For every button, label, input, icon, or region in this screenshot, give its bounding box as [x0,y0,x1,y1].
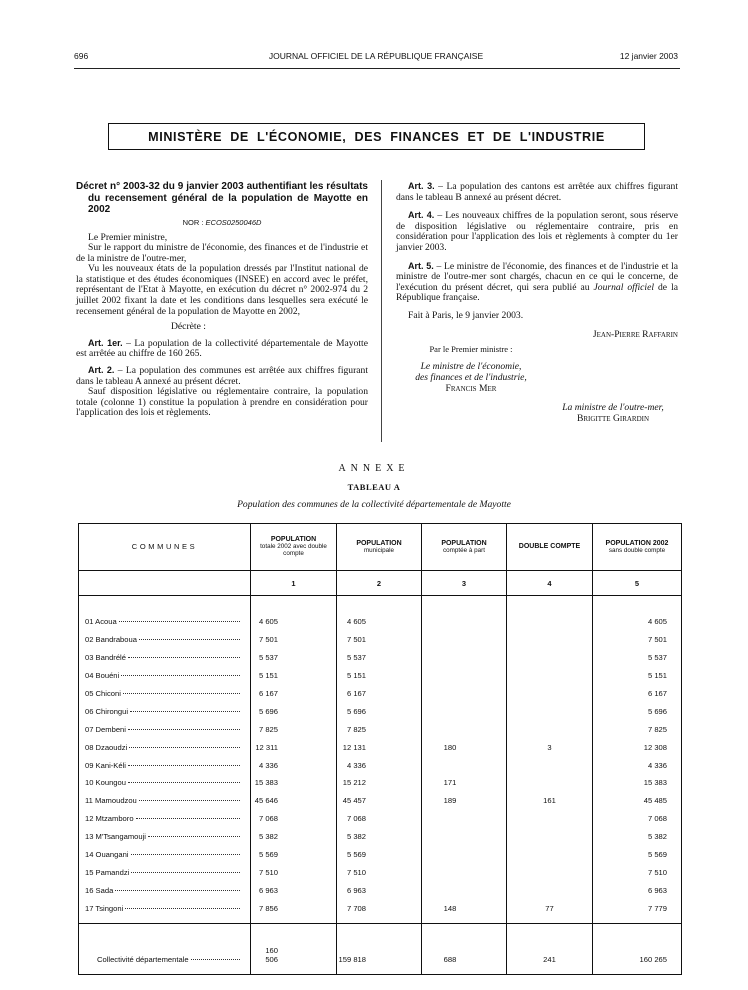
dot-leader [128,729,240,730]
table-row [79,828,682,846]
header-sub: municipale [363,546,395,554]
minister-title-line: des finances et de l'industrie, [415,371,527,383]
dot-leader [128,657,240,658]
article-label: Art. 2. [88,365,115,376]
total-population-municipale: 159 818 [337,924,422,975]
commune-name: 09 Kani-Kéli [85,760,126,770]
dot-leader [139,800,240,801]
total-label: Collectivité départementale [97,955,189,965]
commune-name: 03 Bandrélé [85,653,126,663]
double-compte-cell: 3 [507,738,593,756]
population-municipale-cell: 4 336 [337,756,422,774]
population-totale-cell: 45 646 [251,792,337,810]
population-municipale-cell: 5 537 [337,649,422,667]
par-premier-ministre: Par le Premier ministre : [429,343,513,354]
table-row [79,792,682,810]
header-population-sans-double-compte [593,524,682,571]
dot-leader [131,854,241,855]
population-totale-cell: 12 311 [251,738,337,756]
population-totale-cell: 6 167 [251,685,337,703]
table-header-row [79,524,682,571]
dot-leader [128,765,240,766]
population-municipale-cell: 5 569 [337,846,422,864]
population-totale-cell: 7 068 [251,810,337,828]
header-rule [74,68,680,69]
column-number: 1 [251,571,337,596]
comptee-a-part-cell [422,613,507,631]
ministry-banner [108,123,645,150]
preamble-paragraph: Vu les nouveaux états de la population dressés par l'Institut national de la statistique et des études économiques (INSEE) en accord avec le préfet, représentant de l'Etat à Mayotte, en exécution du décret n° 2002-974 du 2 juillet 2002 fixant la date et les conditions dans lesquelles sera exécuté le recensement général de la population de Mayotte en 2002, [76,263,368,317]
nor-reference [76,218,368,227]
article-2-continued: Sauf disposition législative ou réglementaire contraire, la population totale (colonne 1) constitue la population à prendre en considération pour l'application des lois et règlements. [76,386,368,419]
issue-date: 12 janvier 2003 [619,51,678,61]
commune-name: 07 Dembeni [85,724,126,734]
total-sans-double-compte: 160 265 [593,924,682,975]
population-municipale-cell: 15 212 [337,774,422,792]
dot-leader [121,675,240,676]
dot-leader [139,639,240,640]
population-municipale-cell: 7 068 [337,810,422,828]
article-text: – Le ministre de l'économie, des finances et de l'industrie et la ministre de l'outre-mer sont chargés, chacun en ce qui le concerne, de l'exécution du présent décret, qui sera publié au [396,260,678,293]
commune-name: 16 Sada [85,885,114,895]
column-number [79,571,251,596]
population-municipale-cell: 5 151 [337,667,422,685]
commune-name: 11 Mamoudzou [85,796,137,806]
minister-title-line: La ministre de l'outre-mer, [562,401,664,413]
comptee-a-part-cell [422,828,507,846]
population-totale-cell: 7 501 [251,631,337,649]
column-number: 3 [422,571,507,596]
table-row [79,613,682,631]
article-1 [76,338,368,360]
population-totale-cell: 7 825 [251,720,337,738]
article-4 [396,210,678,253]
double-compte-cell [507,649,593,667]
sans-double-compte-cell: 5 151 [593,667,682,685]
commune-cell [79,899,251,923]
population-totale-cell: 5 569 [251,846,337,864]
population-municipale-cell: 5 696 [337,702,422,720]
commune-cell [79,720,251,738]
dot-leader [125,908,240,909]
double-compte-cell [507,846,593,864]
population-municipale-cell: 7 510 [337,863,422,881]
commune-cell [79,738,251,756]
double-compte-cell [507,702,593,720]
sans-double-compte-cell: 7 510 [593,863,682,881]
double-compte-cell [507,613,593,631]
table-row [79,685,682,703]
commune-cell [79,613,251,631]
commune-name: 13 M'Tsangamouji [85,832,146,842]
article-label: Art. 4. [408,210,435,221]
population-totale-cell: 6 963 [251,881,337,899]
sans-double-compte-cell: 15 383 [593,774,682,792]
double-compte-cell [507,863,593,881]
article-text: – La population des communes est arrêtée aux chiffres figurant dans le tableau A annexé au présent décret. [76,365,369,387]
population-municipale-cell: 4 605 [337,613,422,631]
table-label: TABLEAU A [347,482,401,492]
table-row [79,846,682,864]
column-number: 5 [593,571,682,596]
header-sub: totale 2002 avec double compte [260,543,327,557]
population-municipale-cell: 12 131 [337,738,422,756]
commune-cell [79,756,251,774]
sans-double-compte-cell: 7 501 [593,631,682,649]
article-2 [76,365,368,387]
comptee-a-part-cell [422,667,507,685]
commune-name: 02 Bandraboua [85,635,137,645]
decree-left-column [76,181,368,419]
table-row [79,649,682,667]
population-municipale-cell: 45 457 [337,792,422,810]
table-row [79,631,682,649]
table-row [79,899,682,923]
population-municipale-cell: 7 501 [337,631,422,649]
article-text: – La population de la collectivité départementale de Mayotte est arrêtée au chiffre de 160 265. [76,337,368,360]
minister-title-line: Le ministre de l'économie, [420,360,522,372]
article-label: Art. 5. [408,260,434,271]
population-totale-cell: 7 510 [251,863,337,881]
commune-name: 06 Chirongui [85,706,129,716]
population-municipale-cell: 6 167 [337,685,422,703]
population-totale-cell: 15 383 [251,774,337,792]
table-body [79,613,682,924]
annexe-heading: ANNEXE [338,463,410,474]
table-row [79,756,682,774]
journal-officiel-ref: Journal officiel [593,281,655,293]
article-text: de la République française. [396,281,678,304]
sans-double-compte-cell: 7 779 [593,899,682,923]
comptee-a-part-cell [422,631,507,649]
header-main: POPULATION 2002 [605,539,669,547]
commune-name: 04 Bouéni [85,671,120,681]
commune-name: 05 Chiconi [85,689,121,698]
fait-a-paris: Fait à Paris, le 9 janvier 2003. [408,309,524,321]
double-compte-cell [507,720,593,738]
comptee-a-part-cell: 189 [422,792,507,810]
dot-leader [131,872,240,873]
population-table [78,523,682,975]
article-5 [396,261,678,304]
minister-economy-signature [396,361,546,394]
dot-leader [119,621,240,622]
commune-cell [79,792,251,810]
double-compte-cell [507,667,593,685]
comptee-a-part-cell [422,881,507,899]
preamble-paragraph: Le Premier ministre, [88,231,168,243]
dot-leader [129,747,240,748]
commune-cell [79,863,251,881]
commune-name: 08 Dzaoudzi [85,742,128,752]
commune-cell [79,649,251,667]
header-population-municipale [337,524,422,571]
table-row [79,667,682,685]
journal-title: JOURNAL OFFICIEL DE LA RÉPUBLIQUE FRANÇAISE [268,51,484,61]
commune-cell [79,685,251,703]
sans-double-compte-cell: 5 569 [593,846,682,864]
commune-cell [79,828,251,846]
header-main: POPULATION [270,536,317,544]
signatory-name: Jean-Pierre Raffarin [592,328,678,340]
commune-cell [79,774,251,792]
double-compte-cell [507,631,593,649]
spacer-row [79,596,682,614]
table-row [79,702,682,720]
double-compte-cell: 161 [507,792,593,810]
sans-double-compte-cell: 4 605 [593,613,682,631]
minister-outremer-signature [548,402,678,424]
page-number: 696 [74,51,89,61]
double-compte-cell [507,756,593,774]
sans-double-compte-cell: 7 825 [593,720,682,738]
dot-leader [123,693,240,694]
commune-name: 12 Mtzamboro [85,814,134,824]
article-text: – La population des cantons est arrêtée aux chiffres figurant dans le tableau B annexé au présent décret. [396,181,678,203]
population-totale-cell: 7 856 [251,899,337,923]
sans-double-compte-cell: 6 167 [593,685,682,703]
dot-leader [148,836,240,837]
table-row [79,774,682,792]
commune-name: 01 Acoua [85,617,117,627]
sans-double-compte-cell: 4 336 [593,756,682,774]
column-number: 2 [337,571,422,596]
population-municipale-cell: 7 708 [337,899,422,923]
double-compte-cell [507,810,593,828]
column-divider [381,180,382,442]
header-main: POPULATION [356,539,402,547]
sans-double-compte-cell: 45 485 [593,792,682,810]
sans-double-compte-cell: 5 537 [593,649,682,667]
running-head [74,51,678,65]
commune-cell [79,810,251,828]
decree-title: Décret n° 2003-32 du 9 janvier 2003 authentifiant les résultats du recensement général de la population de Mayotte en 2002 [76,181,368,215]
ministry-title: MINISTÈRE DE L'ÉCONOMIE, DES FINANCES ET DE L'INDUSTRIE [148,129,605,144]
population-totale-cell: 5 382 [251,828,337,846]
commune-cell [79,881,251,899]
comptee-a-part-cell: 148 [422,899,507,923]
population-municipale-cell: 7 825 [337,720,422,738]
dot-leader [130,711,240,712]
commune-name: 17 Tsingoni [85,903,124,913]
sans-double-compte-cell: 12 308 [593,738,682,756]
commune-cell [79,846,251,864]
population-totale-cell: 5 696 [251,702,337,720]
column-number: 4 [507,571,593,596]
article-text: – Les nouveaux chiffres de la population seront, sous réserve de disposition législative ou réglementaire contraire, pris en considération pour l'application des lois et règlements à compter du 1er janvier 2003. [396,210,678,253]
comptee-a-part-cell [422,702,507,720]
double-compte-cell: 77 [507,899,593,923]
header-population-comptee-a-part [422,524,507,571]
article-label: Art. 3. [408,181,435,191]
table-row [79,881,682,899]
header-communes: COMMUNES [79,524,251,571]
double-compte-cell [507,774,593,792]
comptee-a-part-cell [422,846,507,864]
table-subtitle: Population des communes de la collectivité départementale de Mayotte [237,499,511,510]
population-totale-cell: 5 151 [251,667,337,685]
commune-cell [79,667,251,685]
minister-name: Brigitte Girardin [576,412,650,424]
header-sub: sans double compte [608,546,666,554]
comptee-a-part-cell [422,685,507,703]
nor-label: NOR : [182,217,204,227]
minister-name: Francis Mer [445,382,497,394]
sans-double-compte-cell: 5 696 [593,702,682,720]
table-row [79,738,682,756]
sans-double-compte-cell: 6 963 [593,881,682,899]
double-compte-cell [507,685,593,703]
table-row [79,863,682,881]
population-totale-cell: 4 336 [251,756,337,774]
dot-leader [115,890,240,891]
article-3 [396,181,678,203]
sans-double-compte-cell: 5 382 [593,828,682,846]
article-label: Art. 1er. [88,337,123,348]
commune-name: 14 Ouangani [85,850,129,860]
comptee-a-part-cell [422,810,507,828]
comptee-a-part-cell: 180 [422,738,507,756]
preamble-paragraph: Sur le rapport du ministre de l'économie, des finances et de l'industrie et de la ministre de l'outre-mer, [76,242,368,264]
total-label-cell [79,924,251,975]
comptee-a-part-cell: 171 [422,774,507,792]
commune-cell [79,702,251,720]
header-double-compte: DOUBLE COMPTE [507,524,593,571]
decree-right-column [396,181,678,424]
double-compte-cell [507,828,593,846]
population-totale-cell: 4 605 [251,613,337,631]
commune-cell [79,631,251,649]
dot-leader [128,782,240,783]
population-municipale-cell: 5 382 [337,828,422,846]
column-number-row [79,571,682,596]
total-double-compte: 241 [507,924,593,975]
nor-code: ECOS0250046D [205,217,262,227]
population-municipale-cell: 6 963 [337,881,422,899]
comptee-a-part-cell [422,756,507,774]
decrete-heading: Décrète : [171,321,206,333]
header-main: POPULATION [441,539,487,547]
double-compte-cell [507,881,593,899]
total-comptee-a-part: 688 [422,924,507,975]
comptee-a-part-cell [422,720,507,738]
comptee-a-part-cell [422,863,507,881]
header-sub: comptée à part [442,546,485,554]
comptee-a-part-cell [422,649,507,667]
sans-double-compte-cell: 7 068 [593,810,682,828]
table-row [79,720,682,738]
total-row [79,924,682,975]
header-population-totale [251,524,337,571]
population-totale-cell: 5 537 [251,649,337,667]
commune-name: 10 Koungou [85,778,126,788]
total-population-totale: 160 506 [251,924,337,975]
commune-name: 15 Pamandzi [85,867,130,877]
table-row [79,810,682,828]
dot-leader [136,818,240,819]
